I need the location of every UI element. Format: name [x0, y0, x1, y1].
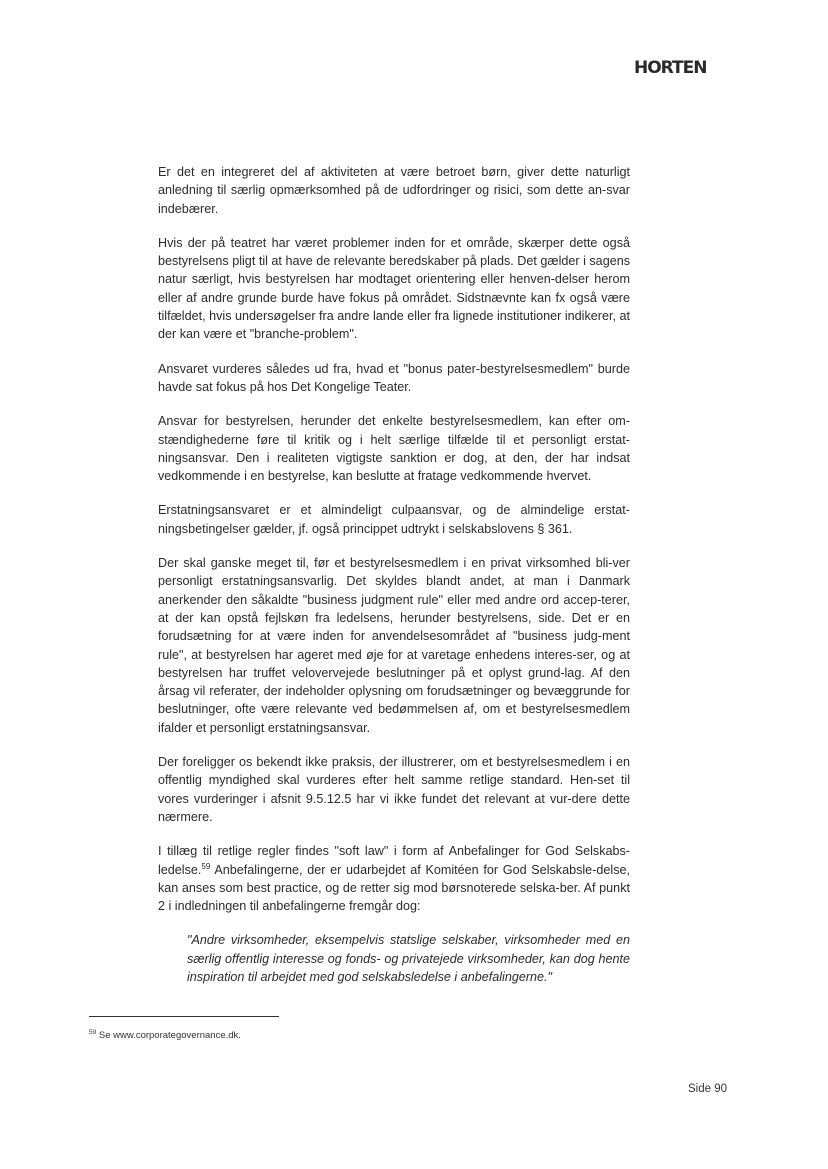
- block-quote: "Andre virksomheder, eksempelvis statslige selskaber, virksomheder med en særlig offentlig interesse og fonds- og privatejede virksomheder, kan dog hente inspiration til arbejdet med god selskabsledelse i anbefalingerne.": [187, 933, 630, 984]
- paragraph-7: Der foreligger os bekendt ikke praksis, der illustrerer, om et bestyrelsesmedlem i en offentlig myndighed skal vurderes efter helt samme retlige standard. Hen-set til vores vurderinger i afsnit 9.5.12.5 har vi ikke fundet det relevant at vur-dere dette nærmere.: [158, 755, 630, 824]
- paragraph-1: Er det en integreret del af aktiviteten at være betroet børn, giver dette naturligt anledning til særlig opmærksomhed på de udfordringer og risici, som dette an-svar indebærer.: [158, 165, 630, 216]
- paragraph-4: Ansvar for bestyrelsen, herunder det enkelte bestyrelsesmedlem, kan efter om-stændighederne føre til kritik og i helt særlige tilfælde til et personligt erstat-ningsansvar. Den i realiteten vigtigste sanktion er dog, at den, der har indsat vedkommende i en bestyrelse, kan beslutte at fratage vedkommende hvervet.: [158, 414, 630, 484]
- paragraph-6: Der skal ganske meget til, før et bestyrelsesmedlem i en privat virksomhed bli-ver personligt erstatningsansvarlig. Det skyldes blandt andet, at man i Danmark anerkender den såkaldte "business judgment rule" eller med andre ord accep-terer, at der kan opstå fejlskøn fra ledelsens, herunder bestyrelsens, side. Det er en forudsætning for at være inden for anvendelsesområdet af "business judg-ment rule", at bestyrelsen har ageret med øje for at varetage enhedens interes-ser, og at bestyrelsen har truffet velovervejede beslutninger på et oplyst grund-lag. Af den årsag vil referater, der indeholder oplysning om forudsætninger og bevæggrunde for beslutninger, ofte være relevante ved bedømmelsen af, om et bestyrelsesmedlem ifalder et personligt erstatningsansvar.: [158, 556, 630, 735]
- paragraph-8: [158, 842, 630, 915]
- footnote-reference[interactable]: 59: [201, 861, 211, 871]
- paragraph-8-part-a: I tillæg til retlige regler findes "soft law" i form af Anbefalinger for God Selskabs-ledelse.: [158, 844, 630, 877]
- page-number: Side 90: [688, 1083, 728, 1095]
- paragraph-2: Hvis der på teatret har været problemer inden for et område, skærper dette også bestyrelsens pligt til at have de relevante beredskaber på plads. Det gælder i sagens natur særligt, hvis bestyrelsen har modtaget orientering eller henven-delser herom eller af andre grunde burde have fokus på området. Sidstnævnte kan fx også være tilfældet, hvis undersøgelser fra andre lande eller fra lignede institutioner indikerer, at der kan være et "branche-problem".: [158, 235, 630, 342]
- paragraph-3: Ansvaret vurderes således ud fra, hvad et "bonus pater-bestyrelsesmedlem" burde havde sat fokus på hos Det Kongelige Teater.: [158, 361, 630, 394]
- paragraph-8-part-b: Anbefalingerne, der er udarbejdet af Komitéen for God Selskabsle-delse, kan anses som best practice, og de retter sig mod børsnoterede selska-ber. Af punkt 2 i indledningen til anbefalingerne fremgår dog:: [158, 862, 630, 914]
- footnote-text: Se www.corporategovernance.dk.: [96, 1030, 241, 1041]
- footnote: [89, 1030, 241, 1041]
- document-body: [158, 163, 630, 986]
- footnote-divider: [89, 1016, 279, 1017]
- footnote-number: 59: [89, 1028, 97, 1036]
- horten-logo: HORTEN: [634, 58, 707, 78]
- paragraph-5: Erstatningsansvaret er et almindeligt culpaansvar, og de almindelige erstat-ningsbetingelser gælder, jf. også princippet udtrykt i selskabslovens § 361.: [158, 503, 630, 536]
